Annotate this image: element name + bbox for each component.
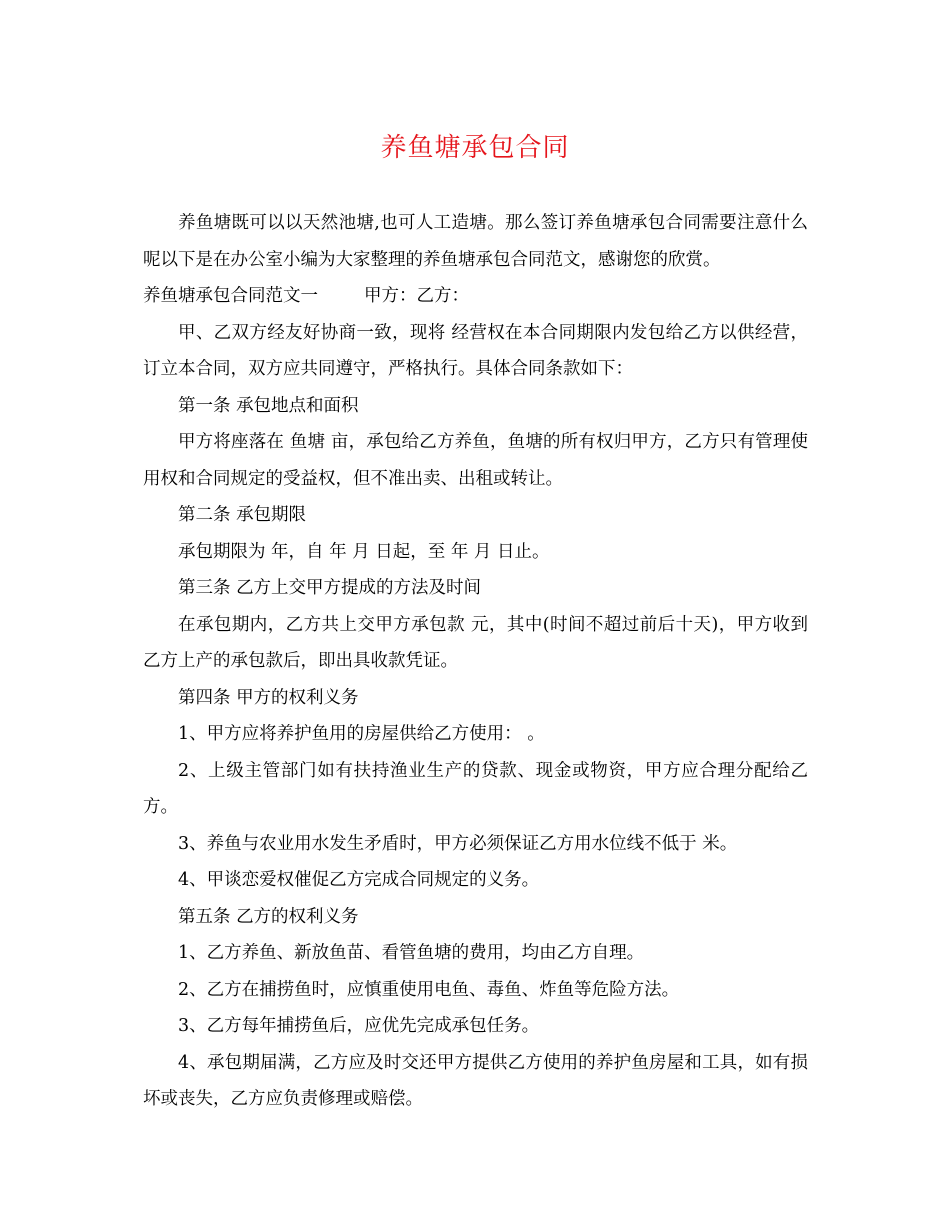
article-heading: 第二条 承包期限 [178,505,307,525]
list-item: 1、乙方养鱼、新放鱼苗、看管鱼塘的费用，均由乙方自理。 [178,943,645,963]
paragraph: 甲方将座落在 鱼塘 亩，承包给乙方养鱼，鱼塘的所有权归甲方，乙方只有管理使用权和合同规定的受益权，但不准出卖、出租或转让。 [143,432,808,489]
paragraph: 承包期限为 年，自 年 月 日起，至 年 月 日止。 [178,541,550,562]
list-item: 3、乙方每年捕捞鱼后，应优先完成承包任务。 [178,1016,540,1036]
document-body [143,205,808,1118]
paragraph: 在承包期内，乙方共上交甲方承包款 元，其中(时间不超过前后十天)，甲方收到乙方上产的承包款后，即出具收款凭证。 [143,614,808,671]
list-item: 4、承包期届满，乙方应及时交还甲方提供乙方使用的养护鱼房屋和工具，如有损坏或丧失，乙方应负责修理或赔偿。 [143,1052,808,1109]
paragraph: 甲、乙双方经友好协商一致，现将 经营权在本合同期限内发包给乙方以供经营，订立本合同，双方应共同遵守，严格执行。具体合同条款如下： [143,322,808,379]
document-title: 养鱼塘承包合同 [380,133,570,163]
list-item: 4、甲谈恋爱权催促乙方完成合同规定的义务。 [178,870,540,890]
list-item: 3、养鱼与农业用水发生矛盾时，甲方必须保证乙方用水位线不低于 米。 [178,833,738,854]
article-heading: 第五条 乙方的权利义务 [178,906,359,927]
article-heading: 第四条 甲方的权利义务 [178,687,359,708]
list-item: 2、上级主管部门如有扶持渔业生产的贷款、现金或物资，甲方应合理分配给乙方。 [143,760,808,817]
list-item: 2、乙方在捕捞鱼时，应慎重使用电鱼、毒鱼、炸鱼等危险方法。 [178,979,680,1000]
intro-paragraph: 养鱼塘既可以以天然池塘,也可人工造塘。那么签订养鱼塘承包合同需要注意什么呢以下是在办公室小编为大家整理的养鱼塘承包合同范文，感谢您的欣赏。 [143,213,808,270]
sample-heading: 养鱼塘承包合同范文一 [143,286,318,306]
parties-line: 甲方：乙方： [364,286,469,306]
sample-heading-line [143,278,808,315]
article-heading: 第一条 承包地点和面积 [178,395,359,416]
article-heading: 第三条 乙方上交甲方提成的方法及时间 [178,578,482,598]
list-item: 1、甲方应将养护鱼用的房屋供给乙方使用： 。 [178,724,545,744]
